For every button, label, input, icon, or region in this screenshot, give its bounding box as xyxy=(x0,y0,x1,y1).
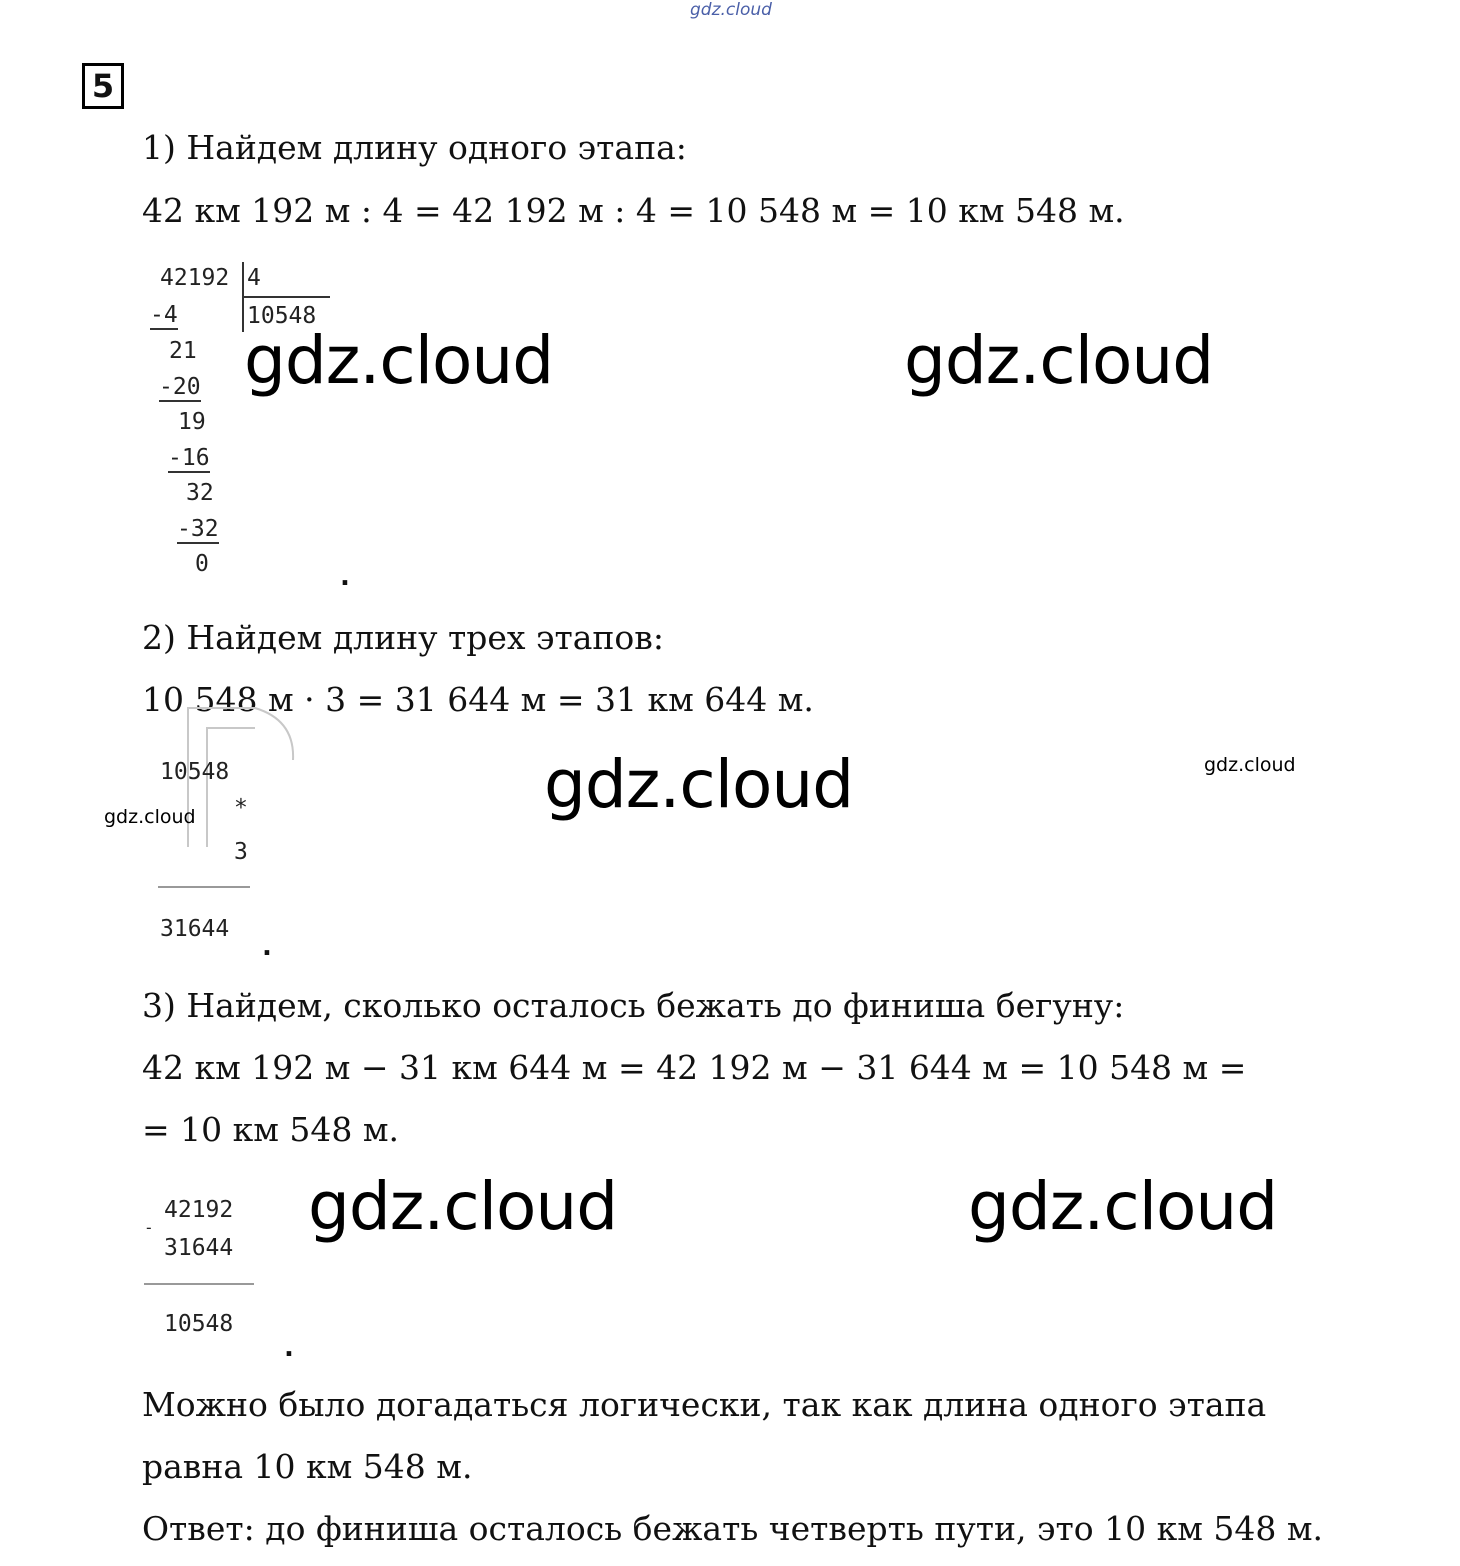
multiplicand: 10548 xyxy=(160,759,230,785)
top-watermark: gdz.cloud xyxy=(690,0,772,20)
watermark-large: gdz.cloud xyxy=(308,1168,618,1245)
watermark-small: gdz.cloud xyxy=(104,806,196,828)
multiplication-operator: * xyxy=(234,795,248,821)
watermark-large: gdz.cloud xyxy=(904,322,1214,399)
division-horizontal-line xyxy=(242,296,330,298)
division-row: -16 xyxy=(168,445,210,471)
division-row: -20 xyxy=(159,374,201,400)
step1-equation: 42 км 192 м : 4 = 42 192 м : 4 = 10 548 м = 10 км 548 м. xyxy=(142,191,1125,230)
column-multiplication xyxy=(158,755,258,950)
division-row: 32 xyxy=(186,480,214,506)
trailing-dot: . xyxy=(340,562,350,592)
step3-heading: 3) Найдем, сколько осталось бежать до финиша бегуну: xyxy=(142,986,1125,1025)
division-divisor: 4 xyxy=(247,265,261,291)
watermark-large: gdz.cloud xyxy=(968,1168,1278,1245)
division-row: 19 xyxy=(178,409,206,435)
multiplication-line xyxy=(158,886,250,888)
conclusion-line2: равна 10 км 548 м. xyxy=(142,1447,473,1486)
step1-heading: 1) Найдем длину одного этапа: xyxy=(142,128,687,167)
step2-heading: 2) Найдем длину трех этапов: xyxy=(142,618,664,657)
conclusion-line1: Можно было догадаться логически, так как длина одного этапа xyxy=(142,1385,1267,1424)
long-division xyxy=(148,262,348,582)
step3-equation-line1: 42 км 192 м − 31 км 644 м = 42 192 м − 31 644 м = 10 548 м = xyxy=(142,1048,1247,1087)
watermark-small: gdz.cloud xyxy=(1204,754,1296,776)
minuend: 42192 xyxy=(164,1197,234,1223)
watermark-large: gdz.cloud xyxy=(544,746,854,823)
trailing-dot: . xyxy=(284,1333,294,1363)
division-row: 21 xyxy=(169,338,197,364)
step2-equation: 10 548 м · 3 = 31 644 м = 31 км 644 м. xyxy=(142,680,814,719)
division-row: -32 xyxy=(177,516,219,542)
division-row: 0 xyxy=(195,551,209,577)
trailing-dot: . xyxy=(262,932,272,962)
division-dividend: 42192 xyxy=(160,265,230,291)
multiplication-result: 31644 xyxy=(160,916,230,942)
multiplier: 3 xyxy=(234,839,248,865)
column-subtraction xyxy=(140,1193,270,1343)
subtraction-line xyxy=(144,1283,254,1285)
subtraction-result: 10548 xyxy=(164,1311,234,1337)
watermark-large: gdz.cloud xyxy=(244,322,554,399)
division-quotient: 10548 xyxy=(247,303,317,329)
task-number-box: 5 xyxy=(82,63,124,109)
subtrahend: 31644 xyxy=(164,1235,234,1261)
subtraction-operator: - xyxy=(144,1218,154,1237)
answer-line: Ответ: до финиша осталось бежать четверть пути, это 10 км 548 м. xyxy=(142,1509,1323,1548)
division-row: -4 xyxy=(150,302,178,328)
step3-equation-line2: = 10 км 548 м. xyxy=(142,1110,400,1149)
